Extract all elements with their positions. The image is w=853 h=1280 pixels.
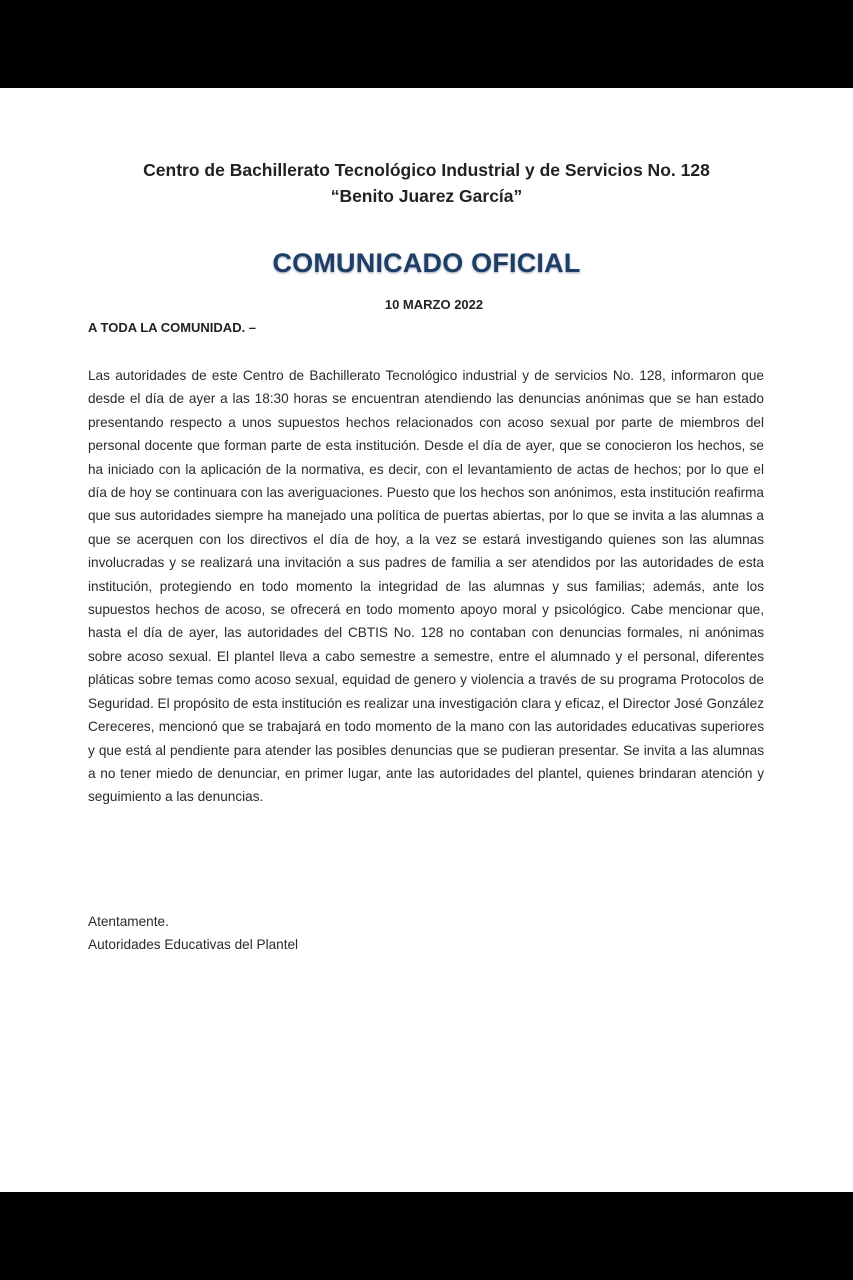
institution-subtitle: “Benito Juarez García” — [330, 186, 523, 206]
document-date: 10 MARZO 2022 — [384, 297, 484, 312]
body-paragraph: Las autoridades de este Centro de Bachillerato Tecnológico industrial y de servicios No. 128, informaron que desde el día de ayer a las 18:30 horas se encuentran atendiendo las denuncias anónimas que se han estado presentando respecto a unos supuestos hechos relacionados con acoso sexual por parte de miembros del personal docente que forman parte de esta institución. Desde el día de ayer, que se conocieron los hechos, se ha iniciado con la aplicación de la normativa, es decir, con el levantamiento de actas de hechos; por lo que el día de hoy se continuara con las averiguaciones. Puesto que los hechos son anónimos, esta institución reafirma que sus autoridades siempre ha manejado una política de puertas abiertas, por lo que se invita a las alumnas a que se acerquen con los directivos el día de hoy, a la vez se estará investigando quienes son las alumnas involucradas y se realizará una invitación a sus padres de familia a ser atendidos por las autoridades de esta institución, protegiendo en todo momento la integridad de las alumnas y sus familias; además, ante los supuestos hechos de acoso, se ofrecerá en todo momento apoyo moral y psicológico. Cabe mencionar que, hasta el día de ayer, las autoridades del CBTIS No. 128 no contaban con denuncias formales, ni anónimas sobre acoso sexual. El plantel lleva a cabo semestre a semestre, entre el alumnado y el personal, diferentes pláticas sobre temas como acoso sexual, equidad de genero y violencia a través de su programa Protocolos de Seguridad. El propósito de esta institución es realizar una investigación clara y eficaz, el Director José González Cereceres, mencionó que se trabajará en todo momento de la mano con las autoridades educativas superiores y que está al pendiente para atender las posibles denuncias que se pudieran presentar. Se invita a las alumnas a no tener miedo de denunciar, en primer lugar, ante las autoridades del plantel, quienes brindaran atención y seguimiento a las denuncias. — [88, 368, 764, 805]
document-title: COMUNICADO OFICIAL — [272, 248, 581, 278]
closing-line: Atentamente. — [88, 914, 169, 929]
salutation: A TODA LA COMUNIDAD. – — [88, 320, 257, 335]
signature-line: Autoridades Educativas del Plantel — [88, 937, 299, 953]
document-page — [0, 88, 853, 1192]
institution-name: Centro de Bachillerato Tecnológico Industrial y de Servicios No. 128 — [143, 160, 710, 180]
closing-block — [88, 910, 298, 957]
